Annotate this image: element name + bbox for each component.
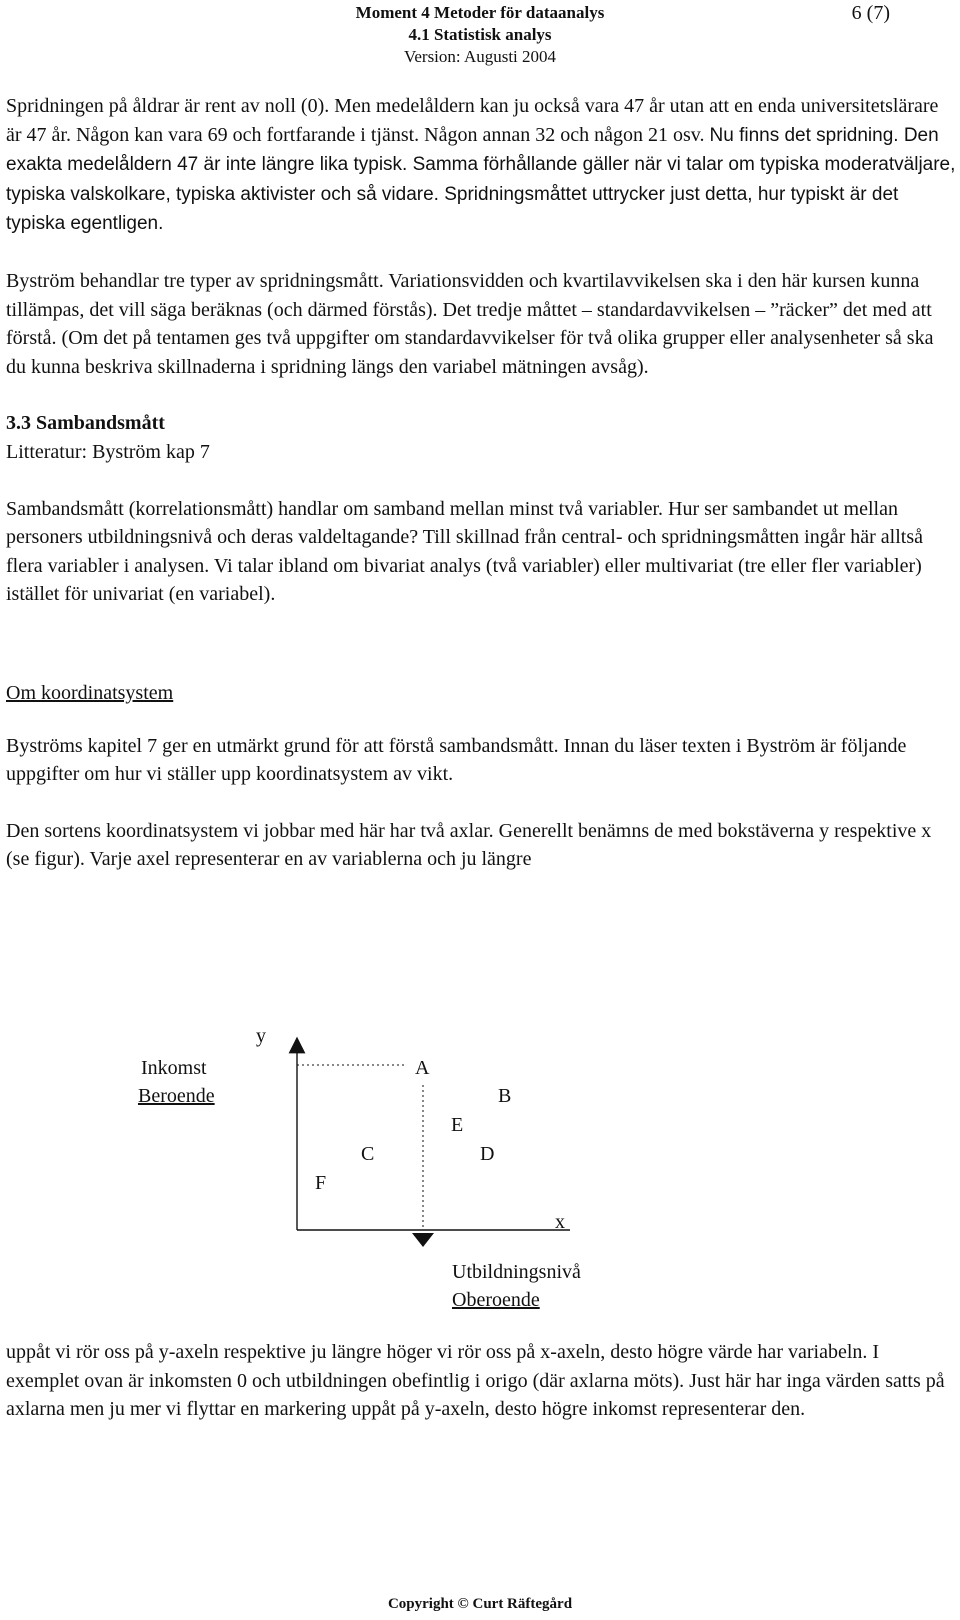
x-axis-label: x [555, 1211, 565, 1233]
literature-reference: Litteratur: Byström kap 7 [6, 440, 210, 463]
paragraph-correlation: Sambandsmått (korrelationsmått) handlar om samband mellan minst två variabler. Hur ser sambandet ut mellan personers utbildningsnivå och deras valdeltagande? Till skillnad från central- och spridningsmåtten ingår här alltså flera variabler i analysen. Vi talar ibland om bivariat analys (två variabler) eller multivariat (tre eller fler variabler) istället för univariat (en variabel). [6, 497, 923, 606]
y-axis-label: y [256, 1025, 266, 1047]
section-title: 4.1 Statistisk analys [408, 25, 552, 44]
x-axis-arrow-marker [412, 1233, 434, 1247]
point-c: C [361, 1143, 375, 1165]
page-number: 6 (7) [851, 2, 890, 24]
copyright-footer: Copyright © Curt Räftegård [387, 1596, 573, 1612]
section-heading: 3.3 Sambandsmått [6, 412, 165, 435]
paragraph-spread-intro-sans: Nu finns det spridning. Den exakta medelåldern 47 är inte längre lika typisk. Samma förhållande gäller när vi talar om typiska moderatväljare, typiska valskolkare, typiska aktivister och så vidare. Spridningsmåttet uttrycker just detta, hur typiskt är det typiska egentligen. [6, 124, 956, 235]
point-d: D [480, 1143, 495, 1165]
point-f: F [315, 1172, 327, 1194]
paragraph-axes: Den sortens koordinatsystem vi jobbar med här har två axlar. Generellt benämns de med bokstäverna y respektive x (se figur). Varje axel representerar en av variablerna och ju längre [6, 819, 932, 871]
paragraph-spread-intro-serif: Spridningen på åldrar är rent av noll (0). Men medelåldern kan ju också vara 47 år utan att en enda universitetslärare är 47 år. Någon kan vara 69 och fortfarande i tjänst. Någon annan 32 och någon 21 osv. [6, 95, 939, 146]
page-header [0, 0, 960, 70]
paragraph-spread-intro [6, 92, 956, 239]
point-e: E [451, 1114, 464, 1136]
point-b: B [498, 1085, 512, 1107]
course-title: Moment 4 Metoder för dataanalys [355, 3, 605, 22]
coordinate-system-figure [0, 1025, 960, 1325]
x-role-label: Oberoende [452, 1289, 540, 1311]
paragraph-axis-direction: uppåt vi rör oss på y-axeln respektive ju längre höger vi rör oss på x-axeln, desto högre värde har variabeln. I exemplet ovan är inkomsten 0 och utbildningen obefintlig i origo (där axlarna möts). Just här har inga värden satts på axlarna men ju mer vi flyttar en markering uppåt på y-axeln, desto högre inkomst representerar den. [6, 1341, 945, 1421]
y-role-label: Beroende [138, 1085, 215, 1107]
paragraph-dispersion-measures: Byström behandlar tre typer av spridningsmått. Variationsvidden och kvartilavvikelsen ska i den här kursen kunna tillämpas, det vill säga beräknas (och därmed förstås). Det tredje måttet – standardavvikelsen – ”räcker” det med att förstå. (Om det på tentamen ges två uppgifter om standardavvikelser för två olika grupper eller analysenheter så ska du kunna beskriva skillnaderna i spridning längs den variabel mätningen avsåg). [6, 269, 934, 378]
document-body-continued [6, 1338, 956, 1452]
y-variable-label: Inkomst [141, 1057, 207, 1079]
subheading-coordinate-systems: Om koordinatsystem [6, 681, 174, 704]
document-body [6, 92, 956, 902]
version-label: Version: Augusti 2004 [403, 47, 557, 66]
x-variable-label: Utbildningsnivå [452, 1261, 581, 1283]
point-a: A [415, 1057, 430, 1079]
paragraph-bystrom: Byströms kapitel 7 ger en utmärkt grund för att förstå sambandsmått. Innan du läser texten i Byström är följande uppgifter om hur vi ställer upp koordinatsystem av vikt. [6, 734, 907, 786]
